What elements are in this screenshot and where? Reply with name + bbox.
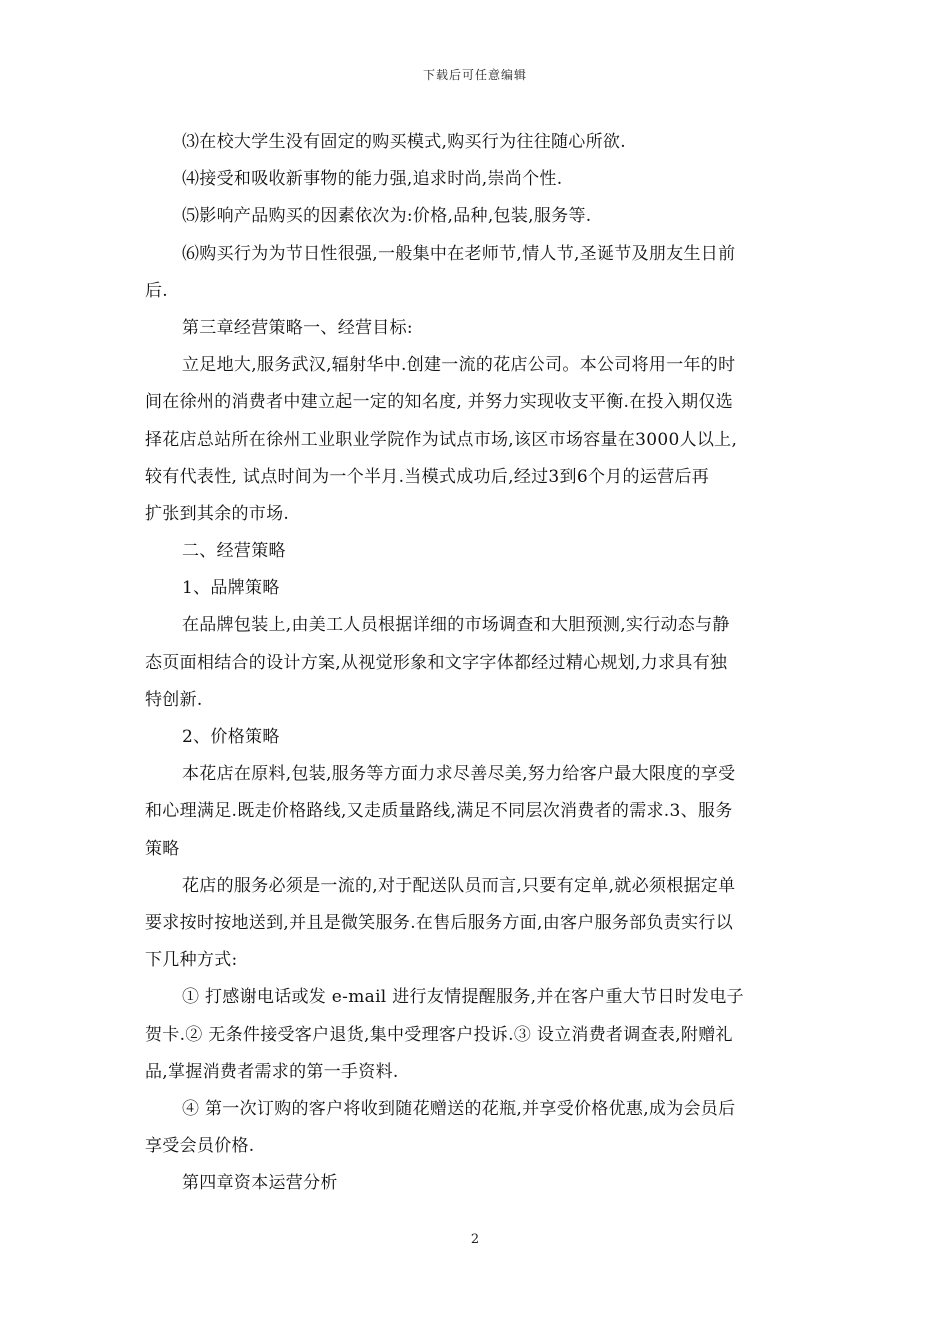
- text-line: 本花店在原料,包装,服务等方面力求尽善尽美,努力给客户最大限度的享受: [182, 764, 736, 785]
- chapter-heading: 第三章经营策略一、经营目标:: [182, 317, 413, 338]
- subsection-heading: 1、品牌策略: [182, 578, 280, 599]
- text-line: 择花店总站所在徐州工业职业学院作为试点市场,该区市场容量在3000人以上,: [145, 429, 738, 450]
- text-line: 态页面相结合的设计方案,从视觉形象和文字字体都经过精心规划,力求具有独: [145, 652, 728, 673]
- text-line: 特创新.: [145, 689, 203, 710]
- text-line: ⑶在校大学生没有固定的购买模式,购买行为往往随心所欲.: [182, 132, 626, 152]
- page-number: 2: [470, 1232, 480, 1247]
- text-line: 策略: [145, 838, 180, 859]
- list-item: ④ 第一次订购的客户将收到随花赠送的花瓶,并享受价格优惠,成为会员后: [182, 1098, 736, 1119]
- text-line: 间在徐州的消费者中建立起一定的知名度, 并努力实现收支平衡.在投入期仅选: [145, 392, 734, 413]
- text-line: 立足地大,服务武汉,辐射华中.创建一流的花店公司。本公司将用一年的时: [182, 355, 736, 376]
- document-body: [145, 124, 807, 1202]
- text-line: 贺卡.② 无条件接受客户退货,集中受理客户投诉.③ 设立消费者调查表,附赠礼: [145, 1024, 733, 1045]
- text-line: ⑹购买行为为节日性很强,一般集中在老师节,情人节,圣诞节及朋友生日前: [182, 243, 736, 264]
- list-item: ① 打感谢电话或发 e-mail 进行友情提醒服务,并在客户重大节日时发电子: [182, 987, 744, 1008]
- text-line: 在品牌包装上,由美工人员根据详细的市场调查和大胆预测,实行动态与静: [182, 615, 730, 636]
- text-line: 下几种方式:: [145, 950, 238, 971]
- text-line: 享受会员价格.: [145, 1136, 255, 1157]
- page-header: 下载后可任意编辑: [422, 68, 527, 82]
- text-line: 后.: [145, 280, 169, 301]
- subsection-heading: 2、价格策略: [182, 727, 280, 747]
- text-line: 品,掌握消费者需求的第一手资料.: [145, 1061, 399, 1082]
- text-line: 和心理满足.既走价格路线,又走质量路线,满足不同层次消费者的需求.3、服务: [145, 801, 733, 822]
- text-line: ⑸影响产品购买的因素依次为:价格,品种,包装,服务等.: [182, 206, 592, 227]
- text-line: 花店的服务必须是一流的,对于配送队员而言,只要有定单,就必须根据定单: [182, 875, 736, 896]
- chapter-heading: 第四章资本运营分析: [182, 1173, 338, 1194]
- text-line: ⑷接受和吸收新事物的能力强,追求时尚,崇尚个性.: [182, 169, 563, 190]
- text-line: 较有代表性, 试点时间为一个半月.当模式成功后,经过3到6个月的运营后再: [145, 466, 710, 487]
- section-heading: 二、经营策略: [182, 541, 286, 562]
- text-line: 要求按时按地送到,并且是微笑服务.在售后服务方面,由客户服务部负责实行以: [145, 912, 734, 933]
- text-line: 扩张到其余的市场.: [145, 503, 290, 524]
